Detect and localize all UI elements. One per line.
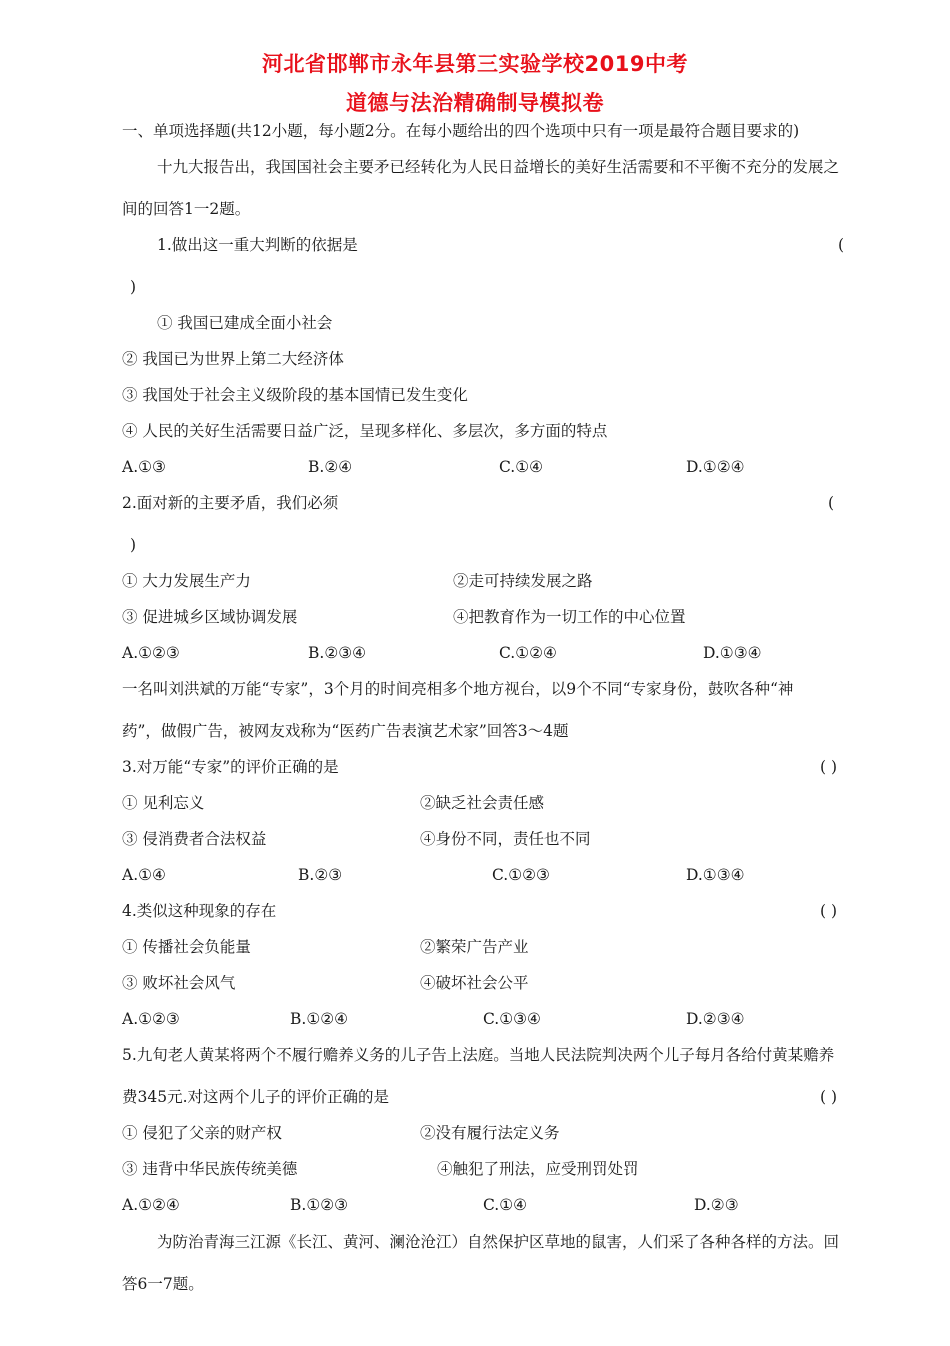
q5-statement-1: ① 侵犯了父亲的财产权 bbox=[122, 1124, 282, 1142]
passage-3-line-2: 答6一7题。 bbox=[122, 1275, 204, 1293]
passage-1-line-1: 十九大报告出，我国国社会主要矛已经转化为人民日益增长的美好生活需要和不平衡不充分的发展之 bbox=[157, 158, 840, 176]
q4-answer-paren: ( ) bbox=[820, 902, 838, 920]
q3-statement-3: ③ 侵消费者合法权益 bbox=[122, 830, 267, 848]
q1-paren-open: ( bbox=[838, 236, 845, 254]
q2-paren-close: ) bbox=[130, 536, 137, 554]
q3-option-a: A.①④ bbox=[122, 866, 166, 884]
q2-option-a: A.①②③ bbox=[122, 644, 180, 662]
q4-statement-2: ②繁荣广告产业 bbox=[420, 938, 529, 956]
q3-statement-1: ① 见利忘义 bbox=[122, 794, 205, 812]
q2-stem: 2.面对新的主要矛盾，我们必须 bbox=[122, 494, 339, 512]
q2-option-c: C.①②④ bbox=[499, 644, 557, 662]
title-line-2: 道德与法治精确制导模拟卷 bbox=[346, 91, 604, 115]
q1-statement-3: ③ 我国处于社会主义级阶段的基本国情已发生变化 bbox=[122, 386, 468, 404]
q1-option-d: D.①②④ bbox=[686, 458, 745, 476]
q3-statement-2: ②缺乏社会责任感 bbox=[420, 794, 545, 812]
q2-statement-2: ②走可持续发展之路 bbox=[453, 572, 593, 590]
q2-option-b: B.②③④ bbox=[308, 644, 367, 662]
q4-statement-1: ① 传播社会负能量 bbox=[122, 938, 251, 956]
q3-statement-4: ④身份不同，责任也不同 bbox=[420, 830, 591, 848]
q1-option-a: A.①③ bbox=[122, 458, 166, 476]
q4-statement-3: ③ 败坏社会风气 bbox=[122, 974, 236, 992]
q1-statement-2: ② 我国已为世界上第二大经济体 bbox=[122, 350, 344, 368]
q3-stem: 3.对万能“专家”的评价正确的是 bbox=[122, 758, 339, 776]
q5-statement-4: ④触犯了刑法，应受刑罚处罚 bbox=[437, 1160, 639, 1178]
q3-answer-paren: ( ) bbox=[820, 758, 838, 776]
q5-option-c: C.①④ bbox=[483, 1196, 528, 1214]
q1-option-c: C.①④ bbox=[499, 458, 544, 476]
q4-option-c: C.①③④ bbox=[483, 1010, 541, 1028]
q2-option-d: D.①③④ bbox=[703, 644, 762, 662]
passage-2-line-2: 药”，做假广告，被网友戏称为“医药广告表演艺术家”回答3～4题 bbox=[122, 722, 569, 740]
q1-option-b: B.②④ bbox=[308, 458, 353, 476]
q5-option-d: D.②③ bbox=[694, 1196, 739, 1214]
q4-option-d: D.②③④ bbox=[686, 1010, 745, 1028]
q5-stem-line-2: 费345元.对这两个儿子的评价正确的是 bbox=[122, 1088, 390, 1106]
q1-statement-4: ④ 人民的关好生活需要日益广泛，呈现多样化、多层次，多方面的特点 bbox=[122, 422, 608, 440]
q3-option-d: D.①③④ bbox=[686, 866, 745, 884]
q2-statement-1: ① 大力发展生产力 bbox=[122, 572, 251, 590]
q1-paren-close: ) bbox=[130, 278, 137, 296]
q5-answer-paren: ( ) bbox=[820, 1088, 838, 1106]
q3-option-b: B.②③ bbox=[298, 866, 343, 884]
q5-option-a: A.①②④ bbox=[122, 1196, 180, 1214]
q4-stem: 4.类似这种现象的存在 bbox=[122, 902, 277, 920]
q5-statement-3: ③ 违背中华民族传统美德 bbox=[122, 1160, 298, 1178]
q4-option-a: A.①②③ bbox=[122, 1010, 180, 1028]
q5-option-b: B.①②③ bbox=[290, 1196, 349, 1214]
title-line-1: 河北省邯郸市永年县第三实验学校2019中考 bbox=[262, 52, 688, 76]
passage-1-line-2: 间的回答1一2题。 bbox=[122, 200, 251, 218]
q3-option-c: C.①②③ bbox=[492, 866, 550, 884]
q2-statement-4: ④把教育作为一切工作的中心位置 bbox=[453, 608, 686, 626]
q5-statement-2: ②没有履行法定义务 bbox=[420, 1124, 560, 1142]
passage-2-line-1: 一名叫刘洪斌的万能“专家”，3个月的时间亮相多个地方视台，以9个不同“专家身份，鼓吹各种“神 bbox=[122, 680, 794, 698]
passage-3-line-1: 为防治青海三江源《长江、黄河、澜沧沧江）自然保护区草地的鼠害，人们采了各种各样的方法。回 bbox=[157, 1233, 840, 1251]
q2-paren-open: ( bbox=[828, 494, 835, 512]
q5-stem-line-1: 5.九旬老人黄某将两个不履行赡养义务的儿子告上法庭。当地人民法院判决两个儿子每月各给付黄某赡养 bbox=[122, 1046, 835, 1064]
q4-statement-4: ④破坏社会公平 bbox=[420, 974, 529, 992]
q4-option-b: B.①②④ bbox=[290, 1010, 349, 1028]
section-header: 一、单项选择题(共12小题，每小题2分。在每小题给出的四个选项中只有一项是最符合题目要求的) bbox=[122, 122, 800, 140]
q1-stem: 1.做出这一重大判断的依据是 bbox=[157, 236, 358, 254]
q2-statement-3: ③ 促进城乡区域协调发展 bbox=[122, 608, 298, 626]
q1-statement-1: ① 我国已建成全面小社会 bbox=[157, 314, 333, 332]
